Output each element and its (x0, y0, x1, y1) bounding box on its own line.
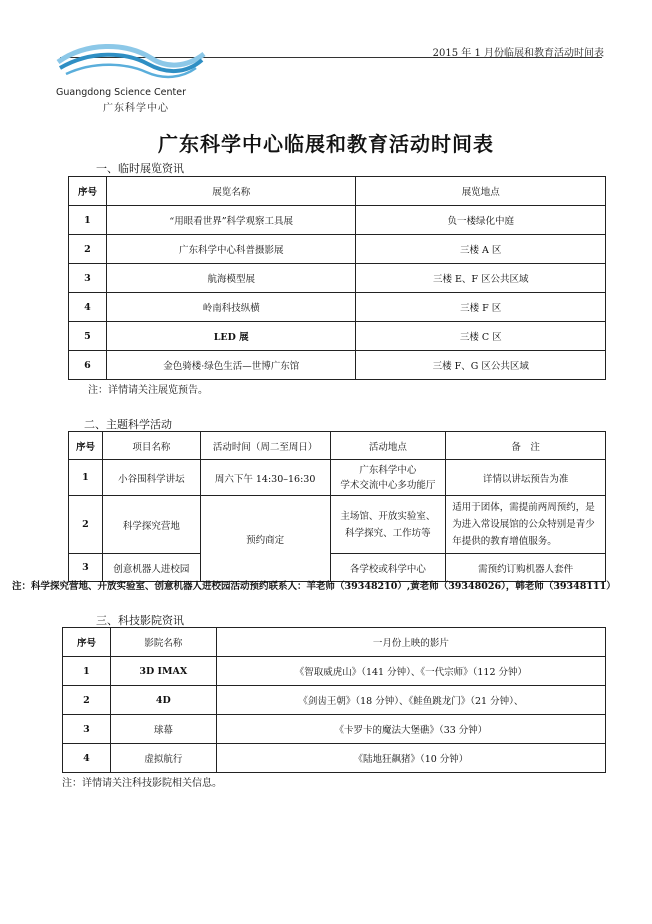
table-header-row (69, 177, 606, 206)
activity-place (330, 496, 446, 554)
col-header: 项目名称 (102, 432, 200, 460)
cinema-name: 虚拟航行 (110, 744, 216, 773)
activity-time: 周六下午 14:30–16:30 (200, 460, 330, 496)
table-row (69, 496, 606, 554)
exhibition-location: 三楼 A 区 (356, 235, 606, 264)
activity-place (330, 460, 446, 496)
activity-place-line: 学术交流中心多功能厅 (340, 479, 436, 491)
activity-contact-note: 注：科学探究营地、开放实验室、创意机器人进校园活动预约联系人：羊老师（39348210）,黄老师（39348026），韩老师（39348111） (12, 581, 616, 592)
section-heading-cinema: 三、科技影院资讯 (96, 614, 184, 627)
col-header: 备 注 (446, 432, 606, 460)
activity-name: 科学探究营地 (102, 496, 200, 554)
activity-table (68, 431, 606, 582)
row-number: 2 (63, 686, 111, 715)
document-title: 广东科学中心临展和教育活动时间表 (158, 132, 494, 156)
running-header-title: 2015 年 1 月份临展和教育活动时间表 (432, 48, 604, 59)
col-header: 展览名称 (106, 177, 356, 206)
table-row (69, 206, 606, 235)
activity-place-line: 科学探究、工作坊等 (345, 527, 431, 539)
table-row (69, 460, 606, 496)
row-number: 4 (69, 293, 107, 322)
exhibition-table (68, 176, 606, 380)
cinema-table (62, 627, 606, 773)
films: 《剑齿王朝》（18 分钟）、《鲑鱼跳龙门》（21 分钟）、 (216, 686, 605, 715)
exhibition-name: “用眼看世界”科学观察工具展 (106, 206, 356, 235)
activity-remark: 详情以讲坛预告为准 (446, 460, 606, 496)
col-header: 活动时间（周二至周日） (200, 432, 330, 460)
films: 《卡罗卡的魔法大堡礁》（33 分钟） (216, 715, 605, 744)
cinema-name: 球幕 (110, 715, 216, 744)
films: 《陆地狂飙猪》（10 分钟） (216, 744, 605, 773)
col-header: 展览地点 (356, 177, 606, 206)
exhibition-location: 负一楼绿化中庭 (356, 206, 606, 235)
row-number: 1 (69, 206, 107, 235)
row-number: 3 (69, 264, 107, 293)
table-row (63, 686, 606, 715)
row-number: 1 (63, 657, 111, 686)
row-number: 3 (63, 715, 111, 744)
col-header: 一月份上映的影片 (216, 628, 605, 657)
activity-place-line: 广东科学中心 (359, 464, 417, 476)
table-row (69, 351, 606, 380)
cinema-name: 4D (110, 686, 216, 715)
exhibition-name: LED 展 (106, 322, 356, 351)
col-header: 影院名称 (110, 628, 216, 657)
table-row (63, 744, 606, 773)
section-heading-activities: 二、主题科学活动 (84, 418, 172, 431)
table-row (69, 293, 606, 322)
logo-english-name: Guangdong Science Center (56, 87, 186, 98)
activity-remark: 需预约订购机器人套件 (446, 554, 606, 582)
cinema-note: 注：详情请关注科技影院相关信息。 (62, 778, 222, 789)
activity-remark: 适用于团体，需提前两周预约，是为进入常设展馆的公众特别是青少年提供的教育增值服务。 (446, 496, 606, 554)
row-number: 2 (69, 496, 103, 554)
row-number: 5 (69, 322, 107, 351)
row-number: 2 (69, 235, 107, 264)
exhibition-location: 三楼 E、F 区公共区域 (356, 264, 606, 293)
activity-place: 各学校或科学中心 (330, 554, 446, 582)
table-header-row (63, 628, 606, 657)
exhibition-note: 注：详情请关注展览预告。 (88, 385, 208, 396)
activity-name: 小谷围科学讲坛 (102, 460, 200, 496)
exhibition-name: 航海模型展 (106, 264, 356, 293)
col-header: 序号 (69, 177, 107, 206)
row-number: 3 (69, 554, 103, 582)
table-row (69, 322, 606, 351)
row-number: 1 (69, 460, 103, 496)
col-header: 序号 (69, 432, 103, 460)
table-row (69, 235, 606, 264)
exhibition-location: 三楼 F、G 区公共区域 (356, 351, 606, 380)
activity-time-shared: 预约商定 (200, 496, 330, 582)
col-header: 序号 (63, 628, 111, 657)
exhibition-name: 金色骑楼·绿色生活—世博广东馆 (106, 351, 356, 380)
table-row (69, 264, 606, 293)
table-row (63, 657, 606, 686)
exhibition-location: 三楼 F 区 (356, 293, 606, 322)
films: 《智取威虎山》（141 分钟）、《一代宗师》（112 分钟） (216, 657, 605, 686)
section-heading-exhibitions: 一、临时展览资讯 (96, 162, 184, 175)
table-row (63, 715, 606, 744)
table-header-row (69, 432, 606, 460)
exhibition-name: 岭南科技纵横 (106, 293, 356, 322)
row-number: 6 (69, 351, 107, 380)
row-number: 4 (63, 744, 111, 773)
cinema-name: 3D IMAX (110, 657, 216, 686)
exhibition-name: 广东科学中心科普摄影展 (106, 235, 356, 264)
logo-chinese-name: 广东科学中心 (103, 103, 169, 114)
col-header: 活动地点 (330, 432, 446, 460)
activity-place-line: 主场馆、开放实验室、 (340, 510, 436, 522)
logo-wave-icon (56, 40, 206, 90)
activity-name: 创意机器人进校园 (102, 554, 200, 582)
exhibition-location: 三楼 C 区 (356, 322, 606, 351)
